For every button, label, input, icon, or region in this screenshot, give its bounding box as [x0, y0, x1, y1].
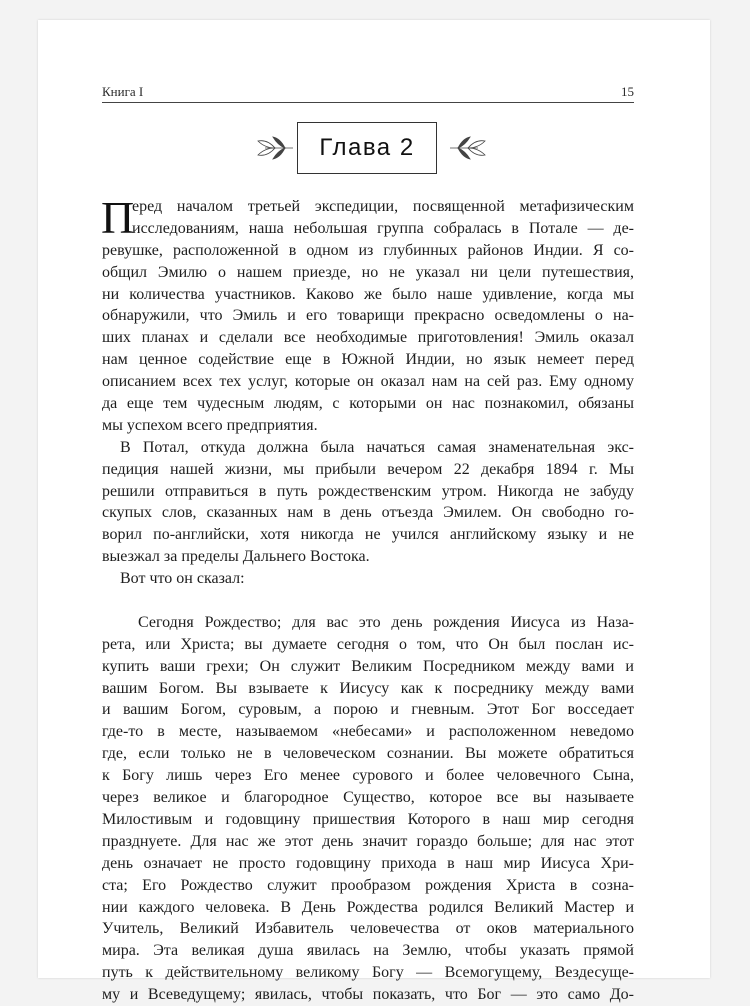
- text-line: мира. Эта великая душа явилась на Землю, чтобы указать прямой: [102, 942, 634, 960]
- leaf-ornament-left-icon: [255, 128, 295, 168]
- text-line: Милостивым и годовщину пришествия Которого в наш мир сегодня: [102, 810, 634, 828]
- text-line: купить ваши грехи; Он служит Великим Посредником между вами и: [102, 657, 634, 675]
- text-line: путь к действительному великому Богу — Всемогущему, Вездесуще-: [102, 964, 634, 982]
- text-line: еред началом третьей экспедиции, посвященной метафизическим: [132, 198, 634, 215]
- text-line: день означает не просто годовщину прихода в наш мир Иисуса Хри-: [102, 854, 634, 872]
- text-line: му и Всеведущему; явилась, чтобы показать, что Бог — это само До-: [102, 986, 634, 1004]
- text-line: общил Эмилю о нашем приезде, но не указал ни цели путешествия,: [102, 263, 634, 281]
- text-line: ревушке, расположенной в одном из глубинных районов Индии. Я со-: [102, 241, 634, 259]
- leaf-ornament-right-icon: [448, 128, 488, 168]
- page-number: 15: [621, 84, 634, 99]
- running-head: [102, 84, 634, 102]
- chapter-body: [101, 192, 634, 1006]
- text-line: выезжал за пределы Дальнего Востока.: [102, 548, 370, 566]
- text-line: Сегодня Рождество; для вас это день рождения Иисуса из Наза-: [138, 613, 634, 631]
- text-line: скупых слов, сказанных нам в день отъезда Эмилем. Он свободно го-: [102, 504, 634, 522]
- chapter-title: Глава 2: [319, 134, 415, 161]
- paragraph-1: [101, 192, 634, 437]
- paragraph-gap: [102, 590, 634, 612]
- text-line: через великое и благородное Существо, которое все вы называете: [102, 789, 634, 807]
- book-page: [38, 20, 710, 1004]
- text-line: рета, или Христа; вы думаете сегодня о том, что Он был послан ис-: [102, 635, 634, 653]
- text-line: решили отправиться в путь рождественским утром. Никогда не забуду: [102, 482, 634, 500]
- header-rule: [102, 102, 634, 103]
- text-line: Вот что он сказал:: [120, 570, 245, 588]
- text-line: да еще тем чудесным людям, с которыми он нас познакомил, обязаны: [102, 395, 634, 413]
- text-line: ворил по-английски, хотя никогда не учился английскому языку и не: [102, 526, 634, 544]
- text-line: ших планах и сделали все необходимые приготовления! Эмиль оказал: [102, 329, 634, 347]
- text-line: к Богу лишь через Его менее сурового и более человечного Сына,: [102, 767, 634, 785]
- text-line: обнаружили, что Эмиль и его товарищи прекрасно осведомлены о на-: [102, 307, 634, 325]
- text-line: В Потал, откуда должна была начаться самая знаменательная экс-: [120, 438, 634, 456]
- text-line: описанием всех тех услуг, которые он оказал нам на сей раз. Ему одному: [102, 373, 634, 391]
- text-line: педиция нашей жизни, мы прибыли вечером 22 декабря 1894 г. Мы: [102, 460, 634, 478]
- drop-cap: П: [101, 192, 135, 243]
- text-line: ста; Его Рождество служит прообразом рождения Христа в созна-: [102, 876, 634, 894]
- text-line: празднуете. Для нас же этот день значит гораздо больше; для нас этот: [102, 832, 634, 850]
- text-line: исследованиям, наша небольшая группа собралась в Потале — де-: [132, 219, 634, 237]
- paragraph-3: [102, 568, 634, 590]
- book-label: Книга I: [102, 84, 144, 99]
- text-line: нам ценное содействие еще в Южной Индии, но язык немеет перед: [102, 351, 634, 369]
- paragraph-2: [102, 437, 634, 568]
- text-line: и вашим Богом, суровым, а порою и гневным. Этот Бог восседает: [102, 701, 634, 719]
- text-line: мы успехом всего предприятия.: [102, 416, 318, 434]
- text-line: вашим Богом. Вы взываете к Иисусу как к посреднику между вами: [102, 679, 634, 697]
- text-line: Учитель, Великий Избавитель человечества от оков материального: [102, 920, 634, 938]
- text-line: нии каждого человека. В День Рождества родился Великий Мастер и: [102, 898, 634, 916]
- chapter-title-box: [297, 122, 437, 174]
- text-line: где, если только не в человеческом сознании. Вы можете обратиться: [102, 745, 634, 763]
- text-line: где-то в месте, называемом «небесами» и расположенном неведомо: [102, 723, 634, 741]
- paragraph-4: [102, 612, 634, 1006]
- text-line: ни количества участников. Каково же было наше удивление, когда мы: [102, 285, 634, 303]
